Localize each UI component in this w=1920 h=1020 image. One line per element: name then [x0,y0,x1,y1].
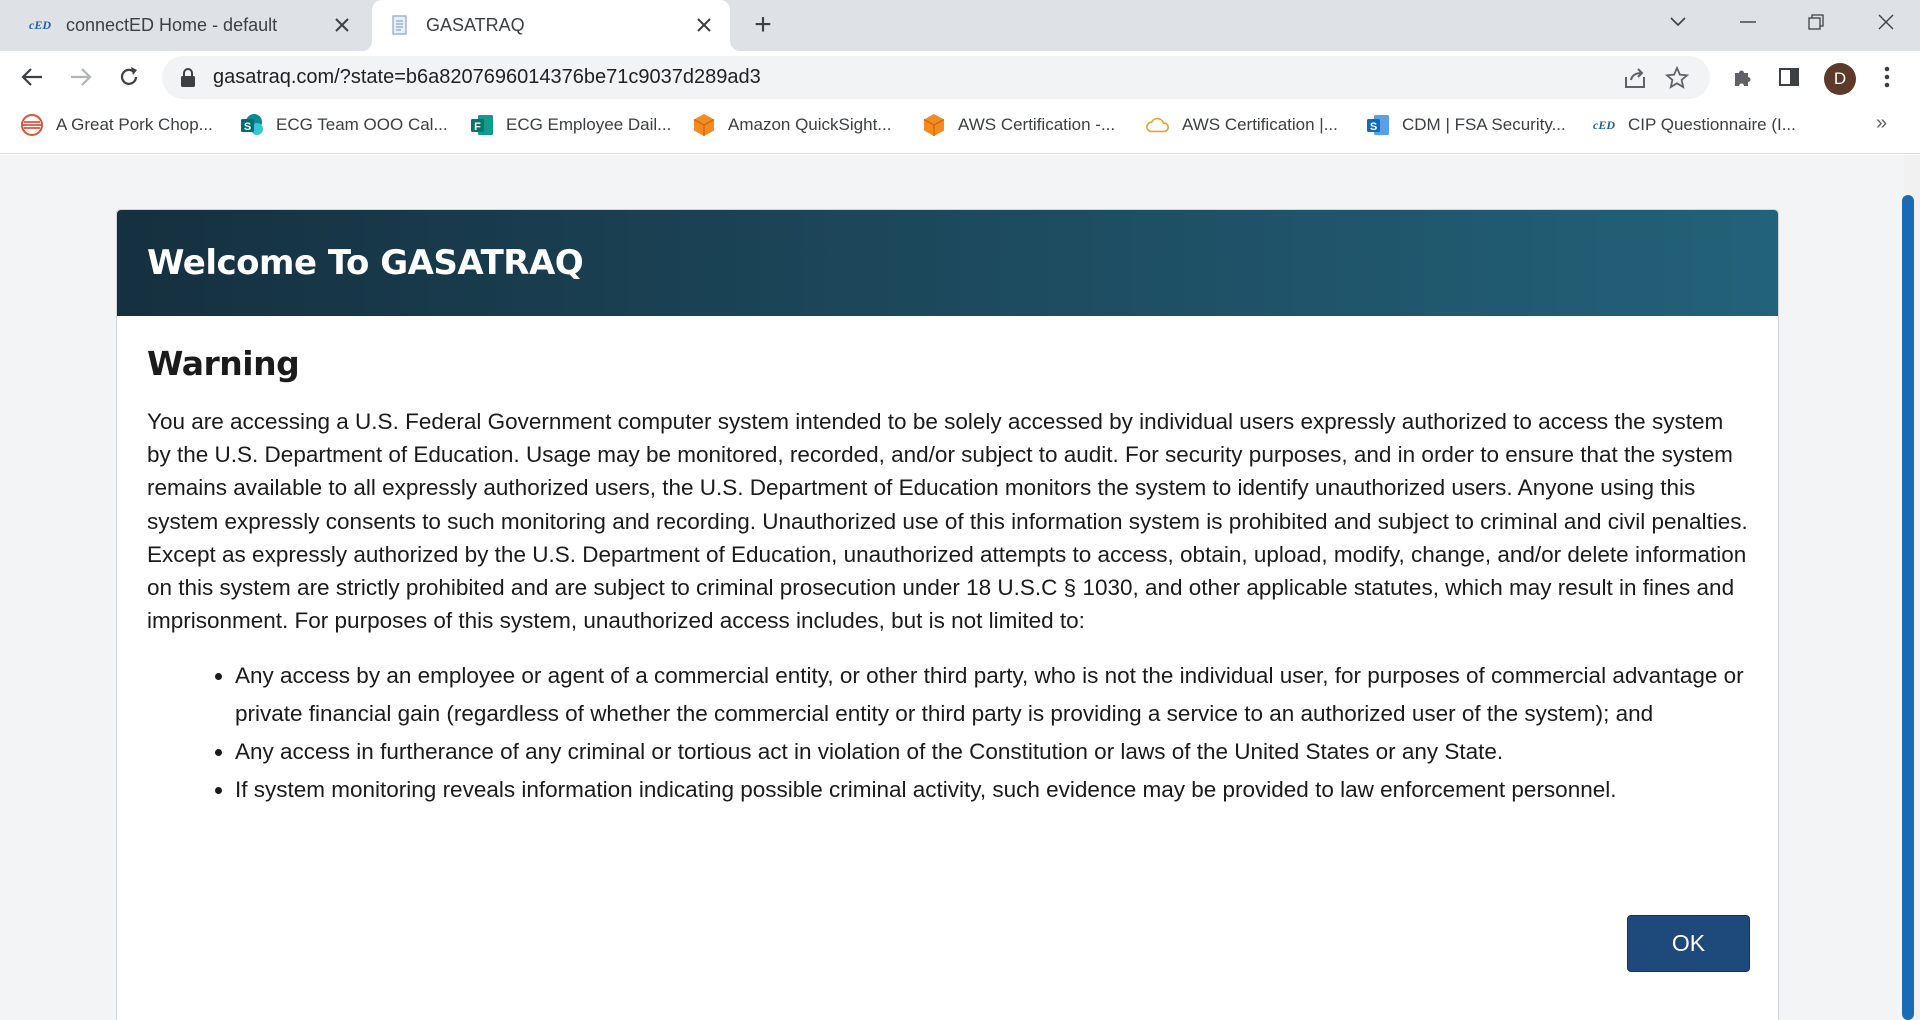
cube-icon [692,113,716,137]
address-bar[interactable] [162,56,1710,99]
tab-title: connectED Home - default [66,15,278,35]
ok-button[interactable]: OK [1627,915,1750,972]
bookmark-item[interactable] [240,104,448,146]
tab-connected-home[interactable] [16,0,368,51]
bookmark-label: CDM | FSA Security... [1402,115,1566,134]
tab-search-icon[interactable] [1650,0,1706,44]
side-panel-icon[interactable] [1772,60,1806,94]
bookmark-item[interactable] [470,104,671,146]
cube-icon [922,113,946,137]
modal-header [117,210,1778,316]
profile-avatar[interactable]: D [1824,63,1856,95]
close-tab-icon[interactable] [692,13,716,37]
bookmark-label: AWS Certification -... [958,115,1116,134]
bookmark-label: ECG Team OOO Cal... [276,115,448,134]
svg-text:F: F [474,121,481,133]
warning-paragraph: You are accessing a U.S. Federal Government computer system intended to be solely accessed by individual users expressly authorized to access the system by the U.S. Department of Education. Usage may be monitored, recorded, and/or subject to audit. For security purposes, and in order to ensure that the system remains available to all expressly authorized users, the U.S. Department of Education monitors the system to identify unauthorized users. Anyone using this system expressly consents to such monitoring and recording. Unauthorized use of this information system is prohibited and subject to criminal and civil penalties. Except as expressly authorized by the U.S. Department of Education, unauthorized attempts to access, obtain, upload, modify, change, and/or delete information on this system are strictly prohibited and are subject to criminal prosecution under 18 U.S.C § 1030, and other applicable statutes, which may result in fines and imprisonment. For purposes of this system, unauthorized access includes, but is not limited to: [147,409,1748,634]
bookmark-item[interactable] [20,104,213,146]
list-item: • If system monitoring reveals information indicating possible criminal activity, such evidence may be provided to law enforcement personnel. [235,771,1748,809]
warning-list [147,657,1748,809]
tab-gasatraq[interactable] [372,0,730,51]
ced-icon: cED [1593,117,1615,132]
bookmark-label: Amazon QuickSight... [728,115,892,134]
warning-heading: Warning [147,344,300,383]
svg-text:S: S [1369,121,1378,133]
document-favicon-icon [388,16,412,36]
scrollbar-thumb[interactable] [1902,195,1914,1020]
striped-circle-icon [20,113,44,137]
bookmark-label: A Great Pork Chop... [56,115,213,134]
sharepoint-icon [1366,113,1390,137]
forward-arrow-icon[interactable] [63,59,99,95]
warning-modal [116,209,1779,1020]
back-arrow-icon[interactable] [14,59,50,95]
svg-text:S: S [243,121,252,133]
close-window-icon[interactable] [1858,0,1914,44]
share-icon[interactable] [1622,65,1648,91]
page-title: Welcome To GASATRAQ [147,243,584,283]
list-item: • Any access by an employee or agent of a commercial entity, or other third party, who is not the individual user, for purposes of commercial advantage or private financial gain (regardless of whether the commercial entity or third party is providing a service to an authorized user of the system); and [235,657,1748,733]
new-tab-button[interactable]: + [754,8,772,41]
ced-favicon-icon: cED [29,18,51,32]
reload-icon[interactable] [111,59,147,95]
bookmark-label: AWS Certification |... [1182,115,1338,134]
extensions-puzzle-icon[interactable] [1726,60,1760,94]
bookmark-item[interactable] [1366,104,1566,146]
bookmark-label: CIP Questionnaire (I... [1628,115,1796,134]
bookmark-label: ECG Employee Dail... [506,115,672,134]
more-menu-icon[interactable] [1870,60,1904,94]
bookmark-item[interactable] [1592,104,1796,146]
list-item: • Any access in furtherance of any criminal or tortious act in violation of the Constitution or laws of the United States or any State. [235,733,1748,771]
minimize-icon[interactable] [1720,0,1776,44]
modal-body [117,316,1778,809]
browser-toolbar [0,51,1920,104]
bookmarks-bar [0,104,1920,154]
bookmark-item[interactable] [692,104,891,146]
tab-title: GASATRAQ [426,15,525,35]
bookmark-star-icon[interactable] [1664,65,1690,91]
bookmark-item[interactable] [1146,104,1338,146]
cloud-icon [1146,113,1170,137]
tab-strip [0,0,1920,51]
sharepoint-icon [240,113,264,137]
bookmarks-overflow-button[interactable]: » [1876,112,1888,134]
page-viewport [0,155,1904,1020]
lock-icon[interactable] [180,68,198,88]
bookmark-item[interactable] [922,104,1115,146]
forms-icon [470,113,494,137]
url-text[interactable]: gasatraq.com/?state=b6a8207696014376be71c9037d289ad3 [213,66,761,88]
restore-icon[interactable] [1788,0,1844,44]
close-tab-icon[interactable] [330,13,354,37]
